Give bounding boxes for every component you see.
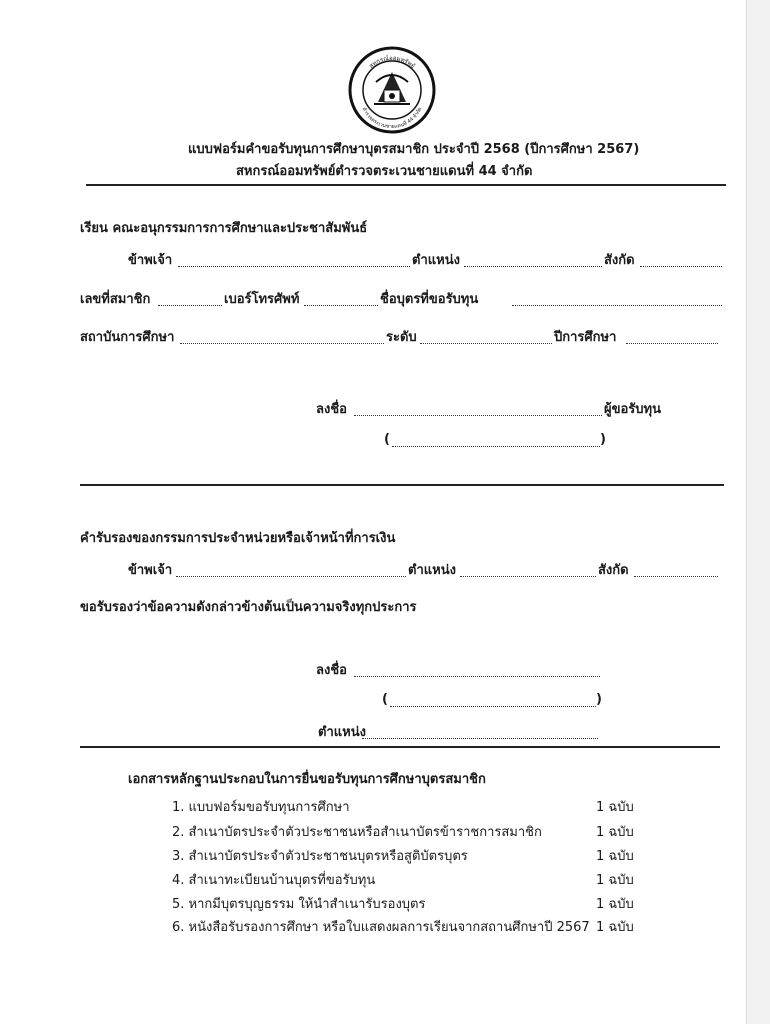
cert-printed-name-field[interactable] — [390, 706, 596, 707]
document-item: 6. หนังสือรับรองการศึกษา หรือใบแสดงผลการเรียนจากสถานศึกษาปี 2567 — [172, 920, 590, 935]
paren-open: ( — [384, 432, 390, 447]
position-field[interactable] — [464, 266, 602, 267]
cert-paren-close: ) — [596, 692, 602, 707]
institution-label: สถาบันการศึกษา — [80, 330, 175, 345]
cert-paren-open: ( — [382, 692, 388, 707]
name-label: ข้าพเจ้า — [128, 253, 173, 268]
level-label: ระดับ — [386, 330, 417, 345]
institution-field[interactable] — [180, 343, 384, 344]
phone-field[interactable] — [304, 305, 378, 306]
sign-label: ลงชื่อ — [316, 402, 347, 417]
document-item: 1. แบบฟอร์มขอรับทุนการศึกษา — [172, 800, 350, 815]
academic-year-field[interactable] — [626, 343, 718, 344]
document-qty: 1 ฉบับ — [596, 873, 634, 888]
document-item: 4. สำเนาทะเบียนบ้านบุตรที่ขอรับทุน — [172, 873, 376, 888]
child-name-field[interactable] — [512, 305, 722, 306]
cert-affiliation-field[interactable] — [634, 576, 718, 577]
page-edge — [746, 0, 770, 1024]
name-field[interactable] — [178, 266, 410, 267]
document-qty: 1 ฉบับ — [596, 849, 634, 864]
child-name-label: ชื่อบุตรที่ขอรับทุน — [380, 292, 479, 307]
cert-name-label: ข้าพเจ้า — [128, 563, 173, 578]
header-divider — [86, 184, 726, 186]
cert-sign-label: ลงชื่อ — [316, 663, 347, 678]
document-qty: 1 ฉบับ — [596, 825, 634, 840]
organization-name: สหกรณ์ออมทรัพย์ตำรวจตระเวนชายแดนที่ 44 จำกัด — [236, 164, 533, 179]
paren-close: ) — [600, 432, 606, 447]
form-title: แบบฟอร์มคำขอรับทุนการศึกษาบุตรสมาชิก ประจำปี 2568 (ปีการศึกษา 2567) — [188, 142, 640, 157]
documents-heading: เอกสารหลักฐานประกอบในการยื่นขอรับทุนการศึกษาบุตรสมาชิก — [128, 772, 486, 787]
certification-statement: ขอรับรองว่าข้อความดังกล่าวข้างต้นเป็นความจริงทุกประการ — [80, 600, 417, 615]
document-item: 5. หากมีบุตรบุญธรรม ให้นำสำเนารับรองบุตร — [172, 897, 426, 912]
section-divider — [80, 484, 724, 486]
applicant-printed-name-field[interactable] — [392, 446, 600, 447]
seal-bottom-text: ตำรวจตระเวนชายแดนที่ 44 จำกัด — [360, 106, 424, 131]
cert-position-sign-label: ตำแหน่ง — [318, 725, 366, 740]
cert-position-sign-field[interactable] — [362, 738, 598, 739]
document-qty: 1 ฉบับ — [596, 800, 634, 815]
cert-position-field[interactable] — [460, 576, 596, 577]
applicant-signature-field[interactable] — [354, 415, 602, 416]
position-label: ตำแหน่ง — [412, 253, 460, 268]
documents-divider — [80, 746, 720, 748]
member-no-label: เลขที่สมาชิก — [80, 292, 151, 307]
member-no-field[interactable] — [158, 305, 222, 306]
cooperative-seal-icon — [348, 46, 436, 134]
cert-affiliation-label: สังกัด — [598, 563, 629, 578]
svg-text:สหกรณ์ออมทรัพย์ — [368, 54, 417, 70]
document-qty: 1 ฉบับ — [596, 897, 634, 912]
cert-signature-field[interactable] — [354, 676, 600, 677]
document-item: 2. สำเนาบัตรประจำตัวประชาชนหรือสำเนาบัตรข้าราชการสมาชิก — [172, 825, 542, 840]
level-field[interactable] — [420, 343, 552, 344]
document-item: 3. สำเนาบัตรประจำตัวประชาชนบุตรหรือสูติบัตรบุตร — [172, 849, 468, 864]
affiliation-label: สังกัด — [604, 253, 635, 268]
applicant-label: ผู้ขอรับทุน — [604, 402, 662, 417]
phone-label: เบอร์โทรศัพท์ — [224, 292, 300, 307]
document-qty: 1 ฉบับ — [596, 920, 634, 935]
cert-name-field[interactable] — [176, 576, 406, 577]
certification-heading: คำรับรองของกรรมการประจำหน่วยหรือเจ้าหน้าที่การเงิน — [80, 531, 396, 546]
salutation: เรียน คณะอนุกรรมการการศึกษาและประชาสัมพันธ์ — [80, 221, 368, 236]
academic-year-label: ปีการศึกษา — [554, 330, 617, 345]
cert-position-label: ตำแหน่ง — [408, 563, 456, 578]
affiliation-field[interactable] — [640, 266, 722, 267]
seal-top-text: สหกรณ์ออมทรัพย์ — [367, 54, 417, 70]
